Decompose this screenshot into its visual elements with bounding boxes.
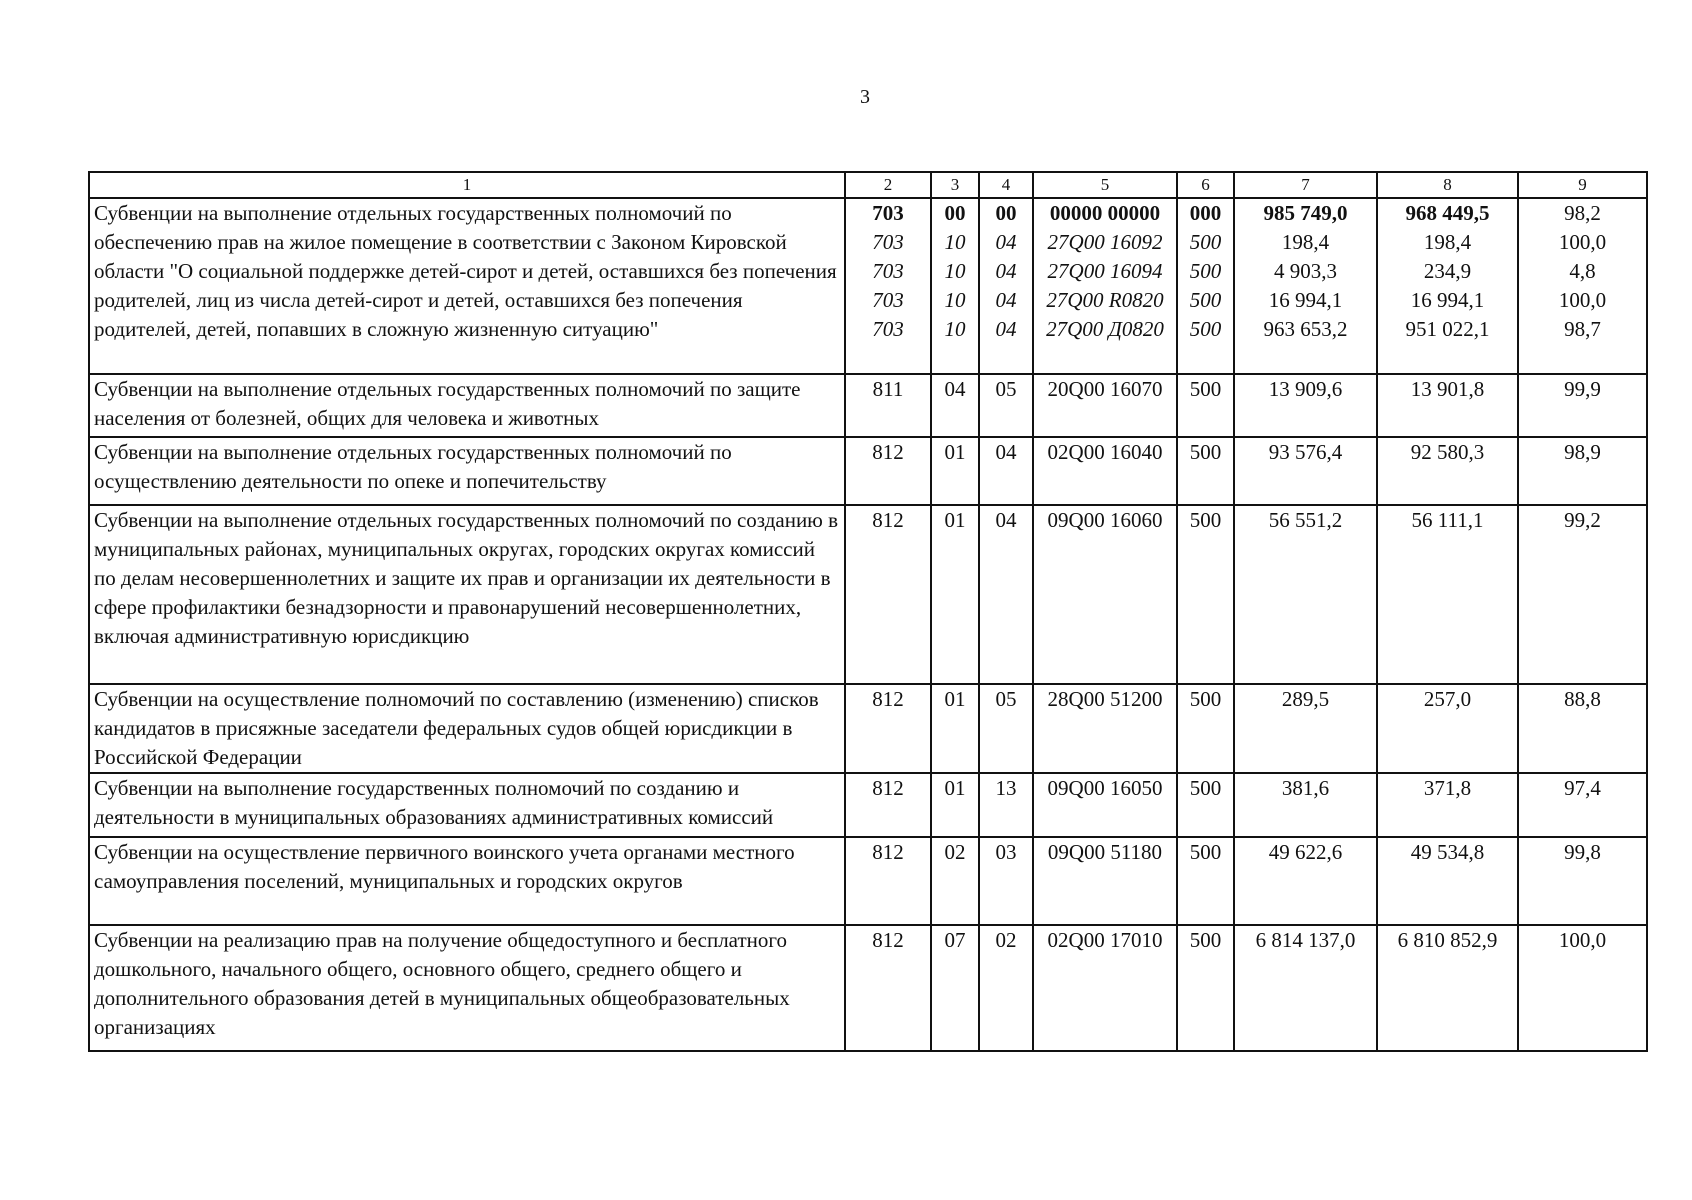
cell-value: 00: [944, 201, 966, 225]
cell-value: 02Q00 16040: [1033, 437, 1177, 505]
cell-value: 13 909,6: [1234, 374, 1377, 437]
cell-value: 234,9: [1423, 259, 1472, 283]
group-col-9: [1518, 198, 1647, 374]
table-row-group: [89, 198, 1647, 374]
row-description: Субвенции на выполнение отдельных государственных полномочий по обеспечению прав на жилое помещение в соответствии с Законом Кировской области "О социальной поддержке детей-сирот и детей, оставшихся без попечения родителей, лиц из числа детей-сирот и детей, оставшихся без попечения родителей, детей, попавших в сложную жизненную ситуацию": [89, 198, 845, 374]
group-col-6: [1177, 198, 1234, 374]
cell-value: 500: [1189, 288, 1222, 312]
cell-value: 16 994,1: [1268, 288, 1343, 312]
cell-value: 05: [979, 374, 1033, 437]
cell-value: 04: [995, 317, 1017, 341]
cell-value: 03: [979, 837, 1033, 925]
page-number: 3: [860, 86, 870, 108]
cell-value: 49 622,6: [1234, 837, 1377, 925]
cell-value: 01: [931, 505, 979, 684]
cell-value: 49 534,8: [1377, 837, 1518, 925]
cell-value: 16 994,1: [1410, 288, 1485, 312]
cell-value: 27Q00 Д0820: [1046, 317, 1164, 341]
cell-value: 10: [944, 230, 966, 254]
cell-value: 500: [1189, 230, 1222, 254]
group-col-2: [845, 198, 931, 374]
cell-value: 09Q00 51180: [1033, 837, 1177, 925]
cell-value: 02: [979, 925, 1033, 1051]
column-number: 9: [1518, 172, 1647, 198]
row-description: Субвенции на осуществление полномочий по составлению (изменению) списков кандидатов в присяжные заседатели федеральных судов общей юрисдикции в Российской Федерации: [89, 684, 845, 773]
cell-value: 500: [1177, 505, 1234, 684]
subventions-table: [88, 171, 1648, 1052]
cell-value: 703: [872, 317, 904, 341]
cell-value: 812: [845, 925, 931, 1051]
cell-value: 812: [845, 837, 931, 925]
cell-value: 20Q00 16070: [1033, 374, 1177, 437]
cell-value: 500: [1189, 317, 1222, 341]
cell-value: 04: [995, 288, 1017, 312]
cell-value: 100,0: [1558, 230, 1607, 254]
cell-value: 98,9: [1518, 437, 1647, 505]
table-row: [89, 437, 1647, 505]
cell-value: 10: [944, 317, 966, 341]
cell-value: 92 580,3: [1377, 437, 1518, 505]
column-number-row: [89, 172, 1647, 198]
table-row: [89, 773, 1647, 837]
cell-value: 07: [931, 925, 979, 1051]
cell-value: 257,0: [1377, 684, 1518, 773]
cell-value: 381,6: [1234, 773, 1377, 837]
table-row: [89, 925, 1647, 1051]
cell-value: 93 576,4: [1234, 437, 1377, 505]
cell-value: 500: [1177, 684, 1234, 773]
column-number: 5: [1033, 172, 1177, 198]
cell-value: 100,0: [1558, 288, 1607, 312]
cell-value: 963 653,2: [1263, 317, 1348, 341]
table-row: [89, 374, 1647, 437]
cell-value: 812: [845, 773, 931, 837]
cell-value: 289,5: [1234, 684, 1377, 773]
cell-value: 01: [931, 684, 979, 773]
cell-value: 500: [1177, 925, 1234, 1051]
row-description: Субвенции на выполнение отдельных государственных полномочий по защите населения от болезней, общих для человека и животных: [89, 374, 845, 437]
cell-value: 10: [944, 259, 966, 283]
cell-value: 6 810 852,9: [1377, 925, 1518, 1051]
cell-value: 500: [1177, 837, 1234, 925]
cell-value: 98,2: [1564, 201, 1601, 225]
cell-value: 04: [979, 437, 1033, 505]
cell-value: 00: [995, 201, 1017, 225]
cell-value: 985 749,0: [1263, 201, 1348, 225]
cell-value: 951 022,1: [1405, 317, 1490, 341]
cell-value: 04: [979, 505, 1033, 684]
cell-value: 812: [845, 437, 931, 505]
cell-value: 500: [1177, 773, 1234, 837]
column-number: 3: [931, 172, 979, 198]
cell-value: 09Q00 16050: [1033, 773, 1177, 837]
cell-value: 99,8: [1518, 837, 1647, 925]
cell-value: 27Q00 16092: [1047, 230, 1163, 254]
cell-value: 811: [845, 374, 931, 437]
cell-value: 198,4: [1423, 230, 1472, 254]
cell-value: 01: [931, 437, 979, 505]
cell-value: 812: [845, 684, 931, 773]
column-number: 1: [89, 172, 845, 198]
row-description: Субвенции на выполнение отдельных государственных полномочий по осуществлению деятельности по опеке и попечительству: [89, 437, 845, 505]
group-col-3: [931, 198, 979, 374]
cell-value: 28Q00 51200: [1033, 684, 1177, 773]
cell-value: 703: [872, 201, 904, 225]
cell-value: 98,7: [1564, 317, 1601, 341]
cell-value: 27Q00 16094: [1047, 259, 1163, 283]
cell-value: 27Q00 R0820: [1046, 288, 1164, 312]
cell-value: 371,8: [1377, 773, 1518, 837]
group-col-8: [1377, 198, 1518, 374]
cell-value: 000: [1189, 201, 1222, 225]
cell-value: 02: [931, 837, 979, 925]
cell-value: 968 449,5: [1405, 201, 1490, 225]
cell-value: 99,9: [1518, 374, 1647, 437]
cell-value: 00000 00000: [1049, 201, 1161, 225]
cell-value: 04: [931, 374, 979, 437]
cell-value: 6 814 137,0: [1234, 925, 1377, 1051]
column-number: 7: [1234, 172, 1377, 198]
column-number: 8: [1377, 172, 1518, 198]
row-description: Субвенции на выполнение отдельных государственных полномочий по созданию в муниципальных районах, муниципальных округах, городских округах комиссий по делам несовершеннолетних и защите их прав и организации их деятельности в сфере профилактики безнадзорности и правонарушений несовершеннолетних, включая административную юрисдикцию: [89, 505, 845, 684]
row-description: Субвенции на осуществление первичного воинского учета органами местного самоуправления поселений, муниципальных и городских округов: [89, 837, 845, 925]
cell-value: 04: [995, 259, 1017, 283]
table-row: [89, 837, 1647, 925]
column-number: 4: [979, 172, 1033, 198]
cell-value: 10: [944, 288, 966, 312]
cell-value: 4 903,3: [1274, 259, 1337, 283]
cell-value: 100,0: [1518, 925, 1647, 1051]
cell-value: 13: [979, 773, 1033, 837]
table-row: [89, 505, 1647, 684]
table-row: [89, 684, 1647, 773]
cell-value: 4,8: [1569, 259, 1596, 283]
cell-value: 703: [872, 288, 904, 312]
cell-value: 02Q00 17010: [1033, 925, 1177, 1051]
cell-value: 13 901,8: [1377, 374, 1518, 437]
group-col-5: [1033, 198, 1177, 374]
column-number: 2: [845, 172, 931, 198]
cell-value: 198,4: [1281, 230, 1330, 254]
cell-value: 500: [1189, 259, 1222, 283]
cell-value: 97,4: [1518, 773, 1647, 837]
cell-value: 01: [931, 773, 979, 837]
cell-value: 500: [1177, 374, 1234, 437]
cell-value: 56 111,1: [1377, 505, 1518, 684]
group-col-7: [1234, 198, 1377, 374]
cell-value: 05: [979, 684, 1033, 773]
group-col-4: [979, 198, 1033, 374]
cell-value: 88,8: [1518, 684, 1647, 773]
cell-value: 04: [995, 230, 1017, 254]
cell-value: 812: [845, 505, 931, 684]
cell-value: 99,2: [1518, 505, 1647, 684]
row-description: Субвенции на выполнение государственных полномочий по созданию и деятельности в муниципальных образованиях административных комиссий: [89, 773, 845, 837]
cell-value: 09Q00 16060: [1033, 505, 1177, 684]
cell-value: 56 551,2: [1234, 505, 1377, 684]
column-number: 6: [1177, 172, 1234, 198]
cell-value: 703: [872, 259, 904, 283]
cell-value: 500: [1177, 437, 1234, 505]
row-description: Субвенции на реализацию прав на получение общедоступного и бесплатного дошкольного, начального общего, основного общего, среднего общего и дополнительного образования детей в муниципальных общеобразовательных организациях: [89, 925, 845, 1051]
cell-value: 703: [872, 230, 904, 254]
